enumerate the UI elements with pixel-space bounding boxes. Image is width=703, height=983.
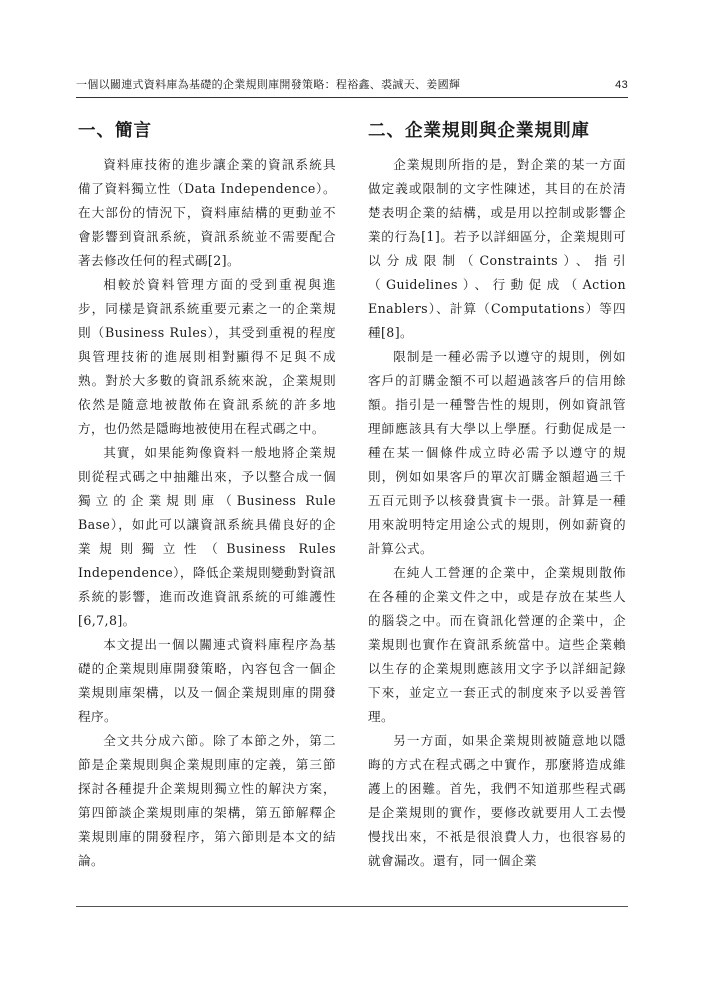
page-number: 43	[615, 79, 628, 91]
paragraph: 另一方面，如果企業規則被隨意地以隱晦的方式在程式碼之中實作，那麼將造成維護上的困難。首先，我們不知道那些程式碼是企業規則的實作，要修改就要用人工去慢慢找出來，不祇是很浪費人力，也很容易的就會漏改。還有，同一個企業	[368, 733, 626, 868]
paragraph: 資料庫技術的進步讓企業的資訊系統具備了資料獨立性（Data Independence）。在大部份的情況下，資料庫結構的更動並不會影響到資訊系統，資訊系統並不需要配合著去修改任何的程式碼[2]。	[78, 157, 336, 268]
paragraph: 本文提出一個以關連式資料庫程序為基礎的企業規則庫開發策略，內容包含一個企業規則庫架構，以及一個企業規則庫的開發程序。	[78, 637, 336, 724]
paragraph: 限制是一種必需予以遵守的規則，例如客戶的訂購金額不可以超過該客戶的信用餘額。指引是一種警告性的規則，例如資訊管理師應該具有大學以上學歷。行動促成是一種在某一個條件成立時必需予以遵守的規則，例如如果客戶的單次訂購金額超過三千五百元則予以核發貴賓卡一張。計算是一種用來說明特定用途公式的規則，例如薪資的計算公式。	[368, 349, 626, 556]
running-header-title: 一個以關連式資料庫為基礎的企業規則庫開發策略：程裕鑫、裘誠天、姜國輝	[76, 78, 461, 91]
paragraph: 企業規則所指的是，對企業的某一方面做定義或限制的文字性陳述，其目的在於清楚表明企業的結構，或是用以控制或影響企業的行為[1]。若予以詳細區分，企業規則可以分成限制（Constraints）、指引（Guidelines）、行動促成（Action Enablers）、計算（Computations）等四種[8]。	[368, 157, 626, 340]
section-heading-introduction: 一、簡言	[78, 121, 152, 141]
right-column	[368, 118, 626, 873]
paragraph: 相較於資料管理方面的受到重視與進步，同樣是資訊系統重要元素之一的企業規則（Business Rules），其受到重視的程度與管理技術的進展則相對顯得不足與不成熟。對於大多數的資訊系統來說，企業規則依然是隨意地被散佈在資訊系統的許多地方，也仍然是隱晦地被使用在程式碼之中。	[78, 277, 336, 436]
footer-rule	[76, 906, 628, 907]
section-heading-business-rules: 二、企業規則與企業規則庫	[368, 121, 590, 141]
header-rule	[76, 97, 628, 98]
left-column	[78, 118, 336, 873]
paragraph: 在純人工營運的企業中，企業規則散佈在各種的企業文件之中，或是存放在某些人的腦袋之中。而在資訊化營運的企業中，企業規則也實作在資訊系統當中。這些企業賴以生存的企業規則應該用文字予以詳細記錄下來，並定立一套正式的制度來予以妥善管理。	[368, 565, 626, 724]
paragraph: 其實，如果能夠像資料一般地將企業規則從程式碼之中抽離出來，予以整合成一個獨立的企業規則庫（Business Rule Base），如此可以讓資訊系統具備良好的企業規則獨立性（Business Rules Independence），降低企業規則變動對資訊系統的影響，進而改進資訊系統的可維護性[6,7,8]。	[78, 445, 336, 628]
paragraph: 全文共分成六節。除了本節之外，第二節是企業規則與企業規則庫的定義，第三節探討各種提升企業規則獨立性的解決方案，第四節談企業規則庫的架構，第五節解釋企業規則庫的開發程序，第六節則是本文的結論。	[78, 733, 336, 868]
running-header	[76, 76, 628, 94]
